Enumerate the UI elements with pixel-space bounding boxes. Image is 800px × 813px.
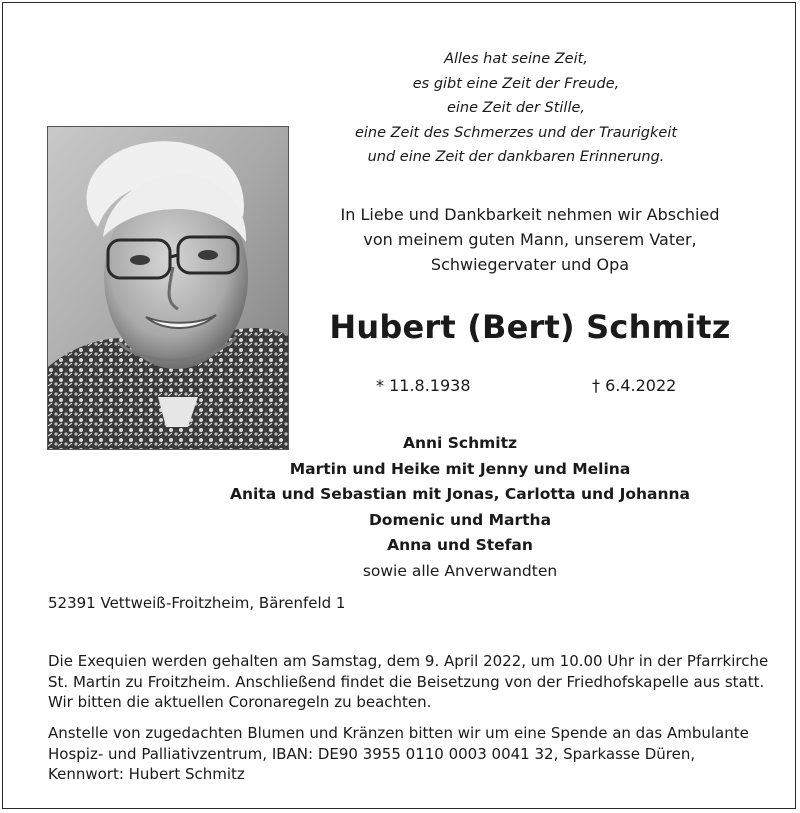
death-date: † 6.4.2022	[592, 376, 677, 395]
donation-line: Kennwort: Hubert Schmitz	[48, 765, 245, 783]
mourner-line: Anita und Sebastian mit Jonas, Carlotta und Johanna	[229, 485, 691, 503]
mourner-line: Anni Schmitz	[402, 434, 518, 452]
donation-text	[48, 723, 768, 785]
intro-line: Schwiegervater und Opa	[430, 255, 630, 274]
mourner-relatives-line: sowie alle Anverwandten	[362, 561, 558, 580]
poem-line: Alles hat seine Zeit,	[444, 51, 588, 67]
mourner-line: Domenic und Martha	[368, 510, 552, 529]
mourner-line: Anna und Stefan	[387, 536, 533, 554]
service-line: St. Martin zu Froitzheim. Anschließend findet die Beisetzung von der Friedhofskapelle aus statt.	[48, 672, 765, 691]
donation-line: Anstelle von zugedachten Blumen und Kränzen bitten wir um eine Spende an das Ambulante	[48, 724, 749, 742]
service-line: Wir bitten die aktuellen Coronaregeln zu beachten.	[48, 693, 432, 711]
service-line: Die Exequien werden gehalten am Samstag, dem 9. April 2022, um 10.00 Uhr in der Pfarrkirche	[48, 652, 769, 670]
intro-line: von meinem guten Mann, unserem Vater,	[363, 230, 697, 249]
poem-line: eine Zeit des Schmerzes und der Traurigkeit	[354, 124, 678, 141]
poem-line: es gibt eine Zeit der Freude,	[412, 75, 620, 92]
intro-line: In Liebe und Dankbarkeit nehmen wir Abschied	[340, 205, 720, 224]
funeral-service-text	[48, 651, 768, 713]
farewell-intro	[300, 202, 760, 277]
birth-date: * 11.8.1938	[376, 376, 471, 395]
poem-line: eine Zeit der Stille,	[446, 100, 586, 116]
address: 52391 Vettweiß-Froitzheim, Bärenfeld 1	[48, 594, 346, 612]
portrait-photo	[47, 126, 289, 450]
poem	[300, 47, 732, 170]
mourner-line: Martin und Heike mit Jenny und Melina	[289, 459, 631, 478]
mourners-list	[140, 431, 780, 584]
deceased-name: Hubert (Bert) Schmitz	[329, 308, 731, 346]
donation-line: Hospiz- und Palliativzentrum, IBAN: DE90 3955 0110 0003 0041 32, Sparkasse Düren,	[48, 744, 696, 763]
poem-line: und eine Zeit der dankbaren Erinnerung.	[367, 149, 665, 165]
